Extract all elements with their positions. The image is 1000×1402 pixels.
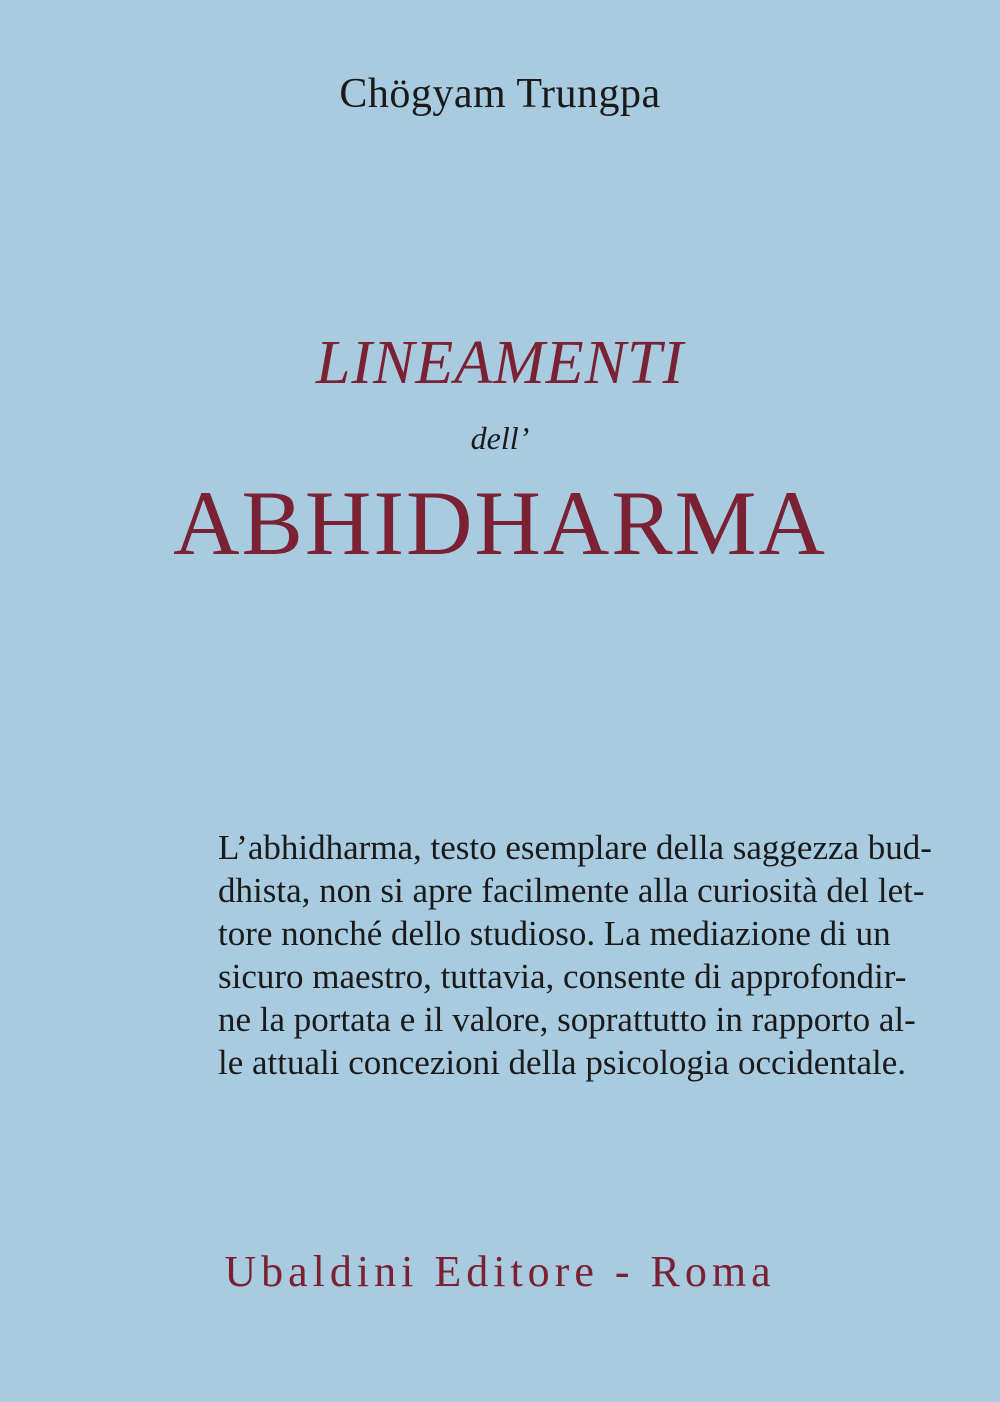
blurb-line: ne la portata e il valore, soprattutto in rapporto al- [218,1000,916,1039]
title-lineamenti: LINEAMENTI [315,329,685,397]
title-dell: dell’ [470,420,530,456]
blurb-line: sicuro maestro, tuttavia, consente di approfondir- [218,957,907,996]
title-abhidharma: ABHIDHARMA [173,472,827,574]
blurb-line: dhista, non si apre facilmente alla curiosità del let- [218,871,925,910]
blurb-paragraph [218,826,932,1084]
author-name: Chögyam Trungpa [339,71,661,117]
publisher-name: Ubaldini Editore - Roma [224,1247,776,1296]
blurb-line: L’abhidharma, testo esemplare della saggezza bud- [218,828,932,867]
blurb-line: tore nonché dello studioso. La mediazione di un [218,914,891,953]
blurb-line: le attuali concezioni della psicologia occidentale. [218,1043,907,1082]
